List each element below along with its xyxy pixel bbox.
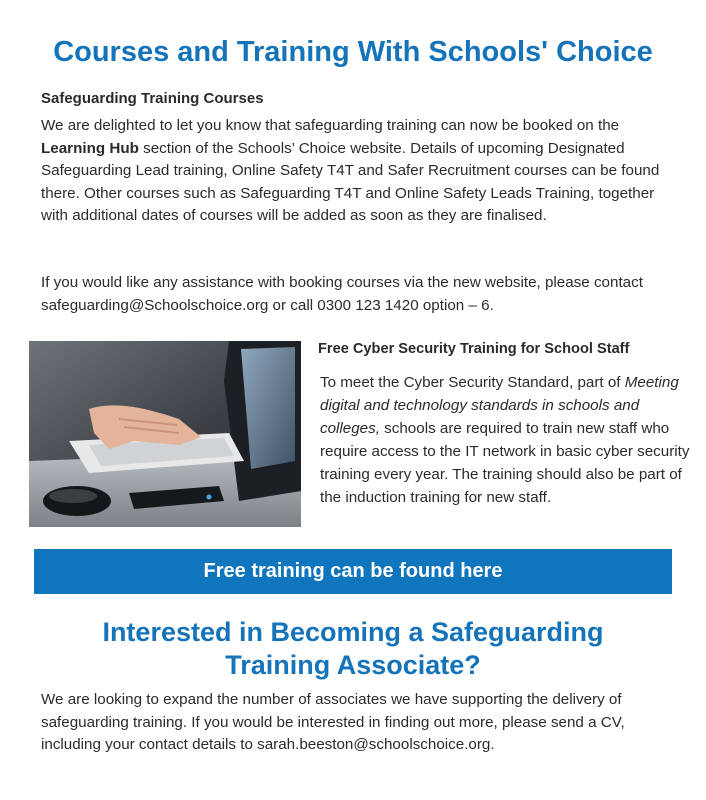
free-training-button[interactable] (34, 549, 672, 594)
section-heading-safeguarding: Safeguarding Training Courses (41, 90, 264, 107)
intro-text-end: section of the Schools’ Choice website. Details of upcoming Designated Safeguarding Lead training, Online Safety T4T and Safer Recruitment courses can be found there. Other courses such as Safeguarding T4T and Online Safety Leads Training, together with additional dates of courses will be added as soon as they are finalised. (41, 139, 660, 225)
learning-hub-link[interactable]: Learning Hub (41, 139, 139, 157)
intro-text-start: We are delighted to let you know that safeguarding training can now be booked on the (41, 117, 620, 134)
cyber-text-end: schools are required to train new staff who require access to the IT network in basic cyber security training every year. The training should also be part of the induction training for new staff. (320, 420, 690, 506)
standards-title: Meeting digital and technology standards in schools and colleges, (320, 374, 679, 437)
keyboard-photo (29, 341, 301, 527)
associate-heading-line2: Training Associate? (225, 650, 481, 680)
associate-heading-line1: Interested in Becoming a Safeguarding (102, 617, 604, 647)
section-heading-cyber: Free Cyber Security Training for School Staff (318, 341, 630, 357)
free-training-label: Free training can be found here (203, 560, 503, 582)
booking-assistance-paragraph: If you would like any assistance with booking courses via the new website, please contact safeguarding@Schoolschoice.org or call 0300 123 1420 option – 6. (41, 274, 643, 314)
associate-heading (0, 616, 706, 682)
cyber-text-start: To meet the Cyber Security Standard, part of (320, 374, 625, 391)
cyber-paragraph (320, 371, 690, 509)
page-title: Courses and Training With Schools' Choice (53, 36, 653, 68)
safeguarding-intro-paragraph (41, 115, 681, 228)
associate-paragraph: We are looking to expand the number of associates we have supporting the delivery of safeguarding training. If you would be interested in finding out more, please send a CV, including your contact details to sarah.beeston@schoolschoice.org. (41, 691, 625, 754)
